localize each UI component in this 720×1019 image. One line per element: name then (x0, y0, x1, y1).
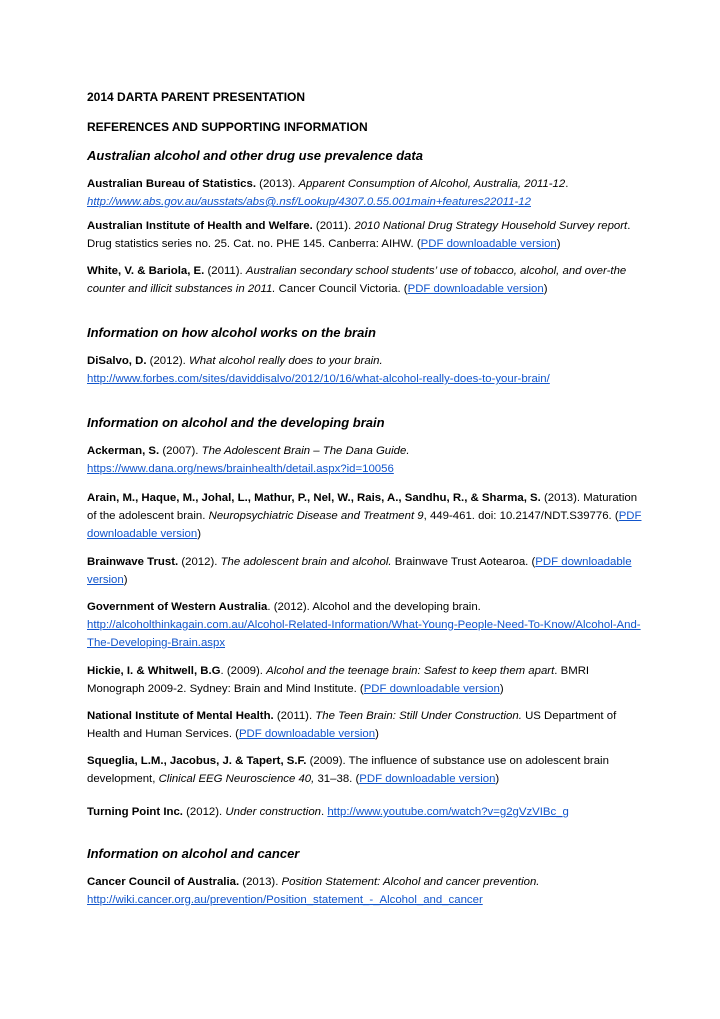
ref-url-link[interactable]: http://wiki.cancer.org.au/prevention/Position_statement_-_Alcohol_and_cancer (87, 894, 483, 906)
ref-year: (2011). (204, 265, 246, 277)
ref-title: Position Statement: Alcohol and cancer prevention. (281, 876, 540, 888)
ref-url-link[interactable]: https://www.dana.org/news/brainhealth/detail.aspx?id=10056 (87, 463, 394, 475)
pdf-link[interactable]: PDF downloadable version (359, 773, 496, 785)
ref-year: (2009). (306, 755, 349, 767)
ref-pre: Alcohol and the developing brain. (312, 601, 481, 613)
document-subtitle: REFERENCES AND SUPPORTING INFORMATION (87, 120, 368, 134)
pdf-link[interactable]: PDF downloadable version (407, 283, 544, 295)
ref-title: Alcohol and the teenage brain: Safest to keep them apart (266, 665, 555, 677)
ref-pre: Maturation of the adolescent brain. (87, 492, 638, 522)
reference-item (87, 707, 647, 743)
section-heading: Information on alcohol and cancer (87, 846, 300, 861)
ref-rest: . (565, 178, 569, 190)
ref-author: DiSalvo, D. (87, 355, 147, 367)
ref-rest: Brainwave Trust Aotearoa. ( (391, 556, 536, 568)
reference-item (87, 803, 647, 821)
ref-url-link[interactable]: http://www.forbes.com/sites/daviddisalvo/2012/10/16/what-alcohol-really-does-to-your-brain/ (87, 373, 550, 385)
ref-title: Clinical EEG Neuroscience 40, (158, 773, 315, 785)
ref-author: National Institute of Mental Health. (87, 710, 274, 722)
reference-item (87, 752, 647, 788)
ref-author: Hickie, I. & Whitwell, B.G (87, 665, 221, 677)
ref-year: (2012). (178, 556, 221, 568)
ref-year: (2012). (182, 806, 226, 818)
ref-title: What alcohol really does to your brain. (188, 355, 383, 367)
reference-item (87, 553, 647, 589)
ref-close: ) (556, 238, 561, 250)
reference-item (87, 662, 647, 698)
ref-title: Apparent Consumption of Alcohol, Australia, 2011-12 (298, 178, 566, 190)
reference-item (87, 175, 647, 211)
reference-item (87, 598, 647, 652)
pdf-link[interactable]: PDF downloadable version (87, 510, 642, 540)
ref-close: ) (123, 574, 128, 586)
ref-year: . (2009). (220, 665, 267, 677)
ref-title: 2010 National Drug Strategy Household Survey report (354, 220, 628, 232)
ref-rest: , 449-461. doi: 10.2147/NDT.S39776. ( (423, 510, 619, 522)
ref-year: (2012). (146, 355, 189, 367)
ref-author: Government of Western Australia (87, 601, 268, 613)
ref-year: (2011). (273, 710, 316, 722)
ref-rest: 31–38. ( (314, 773, 360, 785)
ref-close: ) (543, 283, 548, 295)
ref-year: (2013). (239, 876, 282, 888)
ref-year: (2013). (540, 492, 584, 504)
ref-year: (2007). (159, 445, 202, 457)
reference-item (87, 217, 647, 253)
ref-title: Neuropsychiatric Disease and Treatment 9 (208, 510, 424, 522)
ref-url-link[interactable]: http://alcoholthinkagain.com.au/Alcohol-Related-Information/What-Young-People-Need-To-Know/Alcohol-And-The-Developing-Brain.aspx (87, 619, 641, 649)
section-heading: Information on alcohol and the developing brain (87, 415, 385, 430)
ref-title: The Teen Brain: Still Under Construction. (315, 710, 522, 722)
pdf-link[interactable]: PDF downloadable version (420, 238, 557, 250)
ref-pre: The influence of substance use on adolescent brain development, (87, 755, 609, 785)
ref-rest: . BMRI Monograph 2009-2. Sydney: Brain and Mind Institute. ( (87, 665, 590, 695)
ref-rest: . Drug statistics series no. 25. Cat. no. PHE 145. Canberra: AIHW. ( (87, 220, 631, 250)
ref-title: Under construction (225, 806, 321, 818)
ref-rest: US Department of Health and Human Services. ( (87, 710, 617, 740)
ref-author: Arain, M., Haque, M., Johal, L., Mathur, P., Nel, W., Rais, A., Sandhu, R., & Sharma, S. (87, 492, 541, 504)
ref-author: Australian Bureau of Statistics. (87, 178, 257, 190)
document-title: 2014 DARTA PARENT PRESENTATION (87, 90, 306, 104)
ref-rest: . (321, 806, 328, 818)
reference-item (87, 262, 647, 298)
ref-author: White, V. & Bariola, E. (87, 265, 205, 277)
ref-title: The Adolescent Brain – The Dana Guide. (201, 445, 410, 457)
ref-author: Australian Institute of Health and Welfare. (87, 220, 313, 232)
ref-url-link[interactable]: http://www.abs.gov.au/ausstats/abs@.nsf/Lookup/4307.0.55.001main+features22011-12 (87, 196, 531, 208)
ref-year: (2011). (312, 220, 355, 232)
reference-item (87, 489, 647, 543)
section-heading: Information on how alcohol works on the brain (87, 325, 376, 340)
ref-title: The adolescent brain and alcohol. (220, 556, 392, 568)
ref-author: Brainwave Trust. (87, 556, 179, 568)
ref-url-link[interactable]: http://www.youtube.com/watch?v=g2gVzVIBc_g (327, 806, 569, 818)
reference-item (87, 873, 647, 909)
ref-author: Ackerman, S. (87, 445, 160, 457)
pdf-link[interactable]: PDF downloadable version (238, 728, 376, 740)
ref-rest: Cancer Council Victoria. ( (275, 283, 408, 295)
ref-close: ) (499, 683, 504, 695)
ref-close: ) (197, 528, 201, 540)
ref-close: ) (375, 728, 379, 740)
reference-item (87, 442, 647, 478)
ref-close: ) (495, 773, 500, 785)
reference-item (87, 352, 647, 388)
ref-title: Australian secondary school students’ use of tobacco, alcohol, and over-the counter and illicit substances in 2011. (87, 265, 627, 295)
pdf-link[interactable]: PDF downloadable version (363, 683, 500, 695)
ref-author: Cancer Council of Australia. (87, 876, 240, 888)
ref-year: (2013). (256, 178, 299, 190)
section-heading: Australian alcohol and other drug use prevalence data (87, 148, 423, 163)
ref-author: Turning Point Inc. (87, 806, 183, 818)
ref-year: . (2012). (267, 601, 313, 613)
pdf-link[interactable]: PDF downloadable version (87, 556, 632, 586)
ref-author: Squeglia, L.M., Jacobus, J. & Tapert, S.F. (87, 755, 307, 767)
